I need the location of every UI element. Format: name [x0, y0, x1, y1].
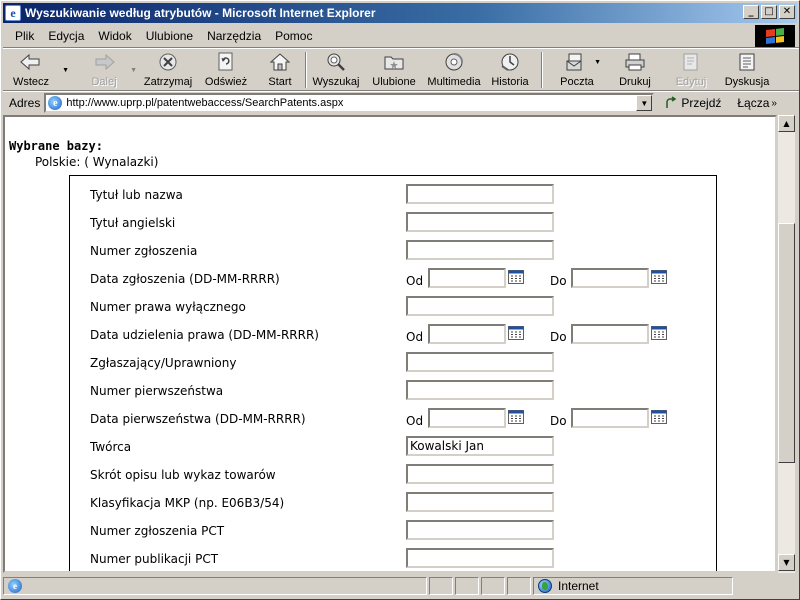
- field-label: Numer publikacji PCT: [90, 552, 219, 566]
- text-input[interactable]: [406, 352, 554, 372]
- discuss-icon: [736, 52, 758, 72]
- close-button[interactable]: ✕: [779, 5, 795, 19]
- form-row: [70, 546, 716, 573]
- to-label: Do: [550, 274, 567, 288]
- chevron-right-icon: »: [771, 97, 777, 109]
- text-input[interactable]: [406, 240, 554, 260]
- form-row: [70, 238, 716, 266]
- field-label: Data udzielenia prawa (DD-MM-RRRR): [90, 328, 319, 342]
- from-label: Od: [406, 414, 424, 428]
- standard-toolbar: [3, 49, 799, 91]
- security-zone-cell: [533, 577, 733, 595]
- form-row: [70, 378, 716, 406]
- minimize-button[interactable]: _: [743, 5, 759, 19]
- form-row: [70, 322, 716, 350]
- maximize-button[interactable]: □: [761, 5, 777, 19]
- field-label: Skrót opisu lub wykaz towarów: [90, 468, 276, 482]
- text-input[interactable]: [406, 212, 554, 232]
- forward-dropdown-icon[interactable]: ▼: [130, 67, 137, 74]
- form-row: [70, 294, 716, 322]
- back-label: Wstecz: [12, 76, 50, 88]
- window-title: Wyszukiwanie według atrybutów - Microsoft Internet Explorer: [25, 6, 376, 20]
- date-to-input[interactable]: [571, 268, 649, 288]
- text-input[interactable]: [406, 184, 554, 204]
- status-cell: [429, 577, 453, 595]
- page-icon: e: [48, 96, 62, 110]
- from-label: Od: [406, 274, 424, 288]
- selected-databases-title: Wybrane bazy:: [9, 139, 103, 153]
- calendar-icon[interactable]: [508, 326, 524, 340]
- status-cell: [481, 577, 505, 595]
- from-label: Od: [406, 330, 424, 344]
- field-label: Tytuł lub nazwa: [90, 188, 183, 202]
- forward-arrow-icon: [92, 52, 116, 72]
- search-icon: [325, 52, 347, 72]
- edit-button[interactable]: [663, 49, 719, 91]
- status-text-cell: [3, 577, 427, 595]
- media-label: Multimedia: [427, 76, 481, 88]
- title-bar: [3, 3, 797, 23]
- print-button[interactable]: [607, 49, 663, 91]
- status-cell: [455, 577, 479, 595]
- field-label: Tytuł angielski: [90, 216, 176, 230]
- go-arrow-icon: [664, 96, 678, 110]
- media-icon: [443, 52, 465, 72]
- printer-icon: [623, 52, 647, 72]
- page-content: [3, 115, 777, 573]
- form-row: [70, 266, 716, 294]
- search-label: Wyszukaj: [312, 76, 360, 88]
- calendar-icon[interactable]: [651, 326, 667, 340]
- mail-icon: [565, 52, 589, 72]
- to-label: Do: [550, 330, 567, 344]
- calendar-icon[interactable]: [651, 410, 667, 424]
- links-button[interactable]: [737, 96, 777, 110]
- print-label: Drukuj: [619, 76, 651, 88]
- field-label: Data pierwszeństwa (DD-MM-RRRR): [90, 412, 306, 426]
- home-label: Start: [268, 76, 292, 88]
- page-status-icon: e: [8, 579, 22, 593]
- calendar-icon[interactable]: [651, 270, 667, 284]
- back-button[interactable]: [3, 49, 69, 91]
- toolbar-separator: [541, 52, 543, 88]
- status-cell: [507, 577, 531, 595]
- menu-bar: [3, 25, 751, 47]
- date-to-input[interactable]: [571, 408, 649, 428]
- menu-edit[interactable]: Edycja: [48, 29, 85, 43]
- menu-help[interactable]: Pomoc: [275, 29, 313, 43]
- text-input[interactable]: [406, 464, 554, 484]
- favorites-folder-icon: [383, 52, 405, 72]
- menu-tools[interactable]: Narzędzia: [207, 29, 262, 43]
- text-input[interactable]: [406, 380, 554, 400]
- address-input[interactable]: [44, 93, 654, 113]
- date-to-input[interactable]: [571, 324, 649, 344]
- stop-label: Zatrzymaj: [143, 76, 193, 88]
- form-row: [70, 462, 716, 490]
- form-row: [70, 490, 716, 518]
- scroll-down-button[interactable]: ▼: [778, 554, 795, 571]
- form-row: [70, 210, 716, 238]
- date-from-input[interactable]: [428, 324, 506, 344]
- forward-label: Dalej: [91, 76, 117, 88]
- refresh-button[interactable]: [197, 49, 255, 91]
- back-arrow-icon: [19, 52, 43, 72]
- date-from-input[interactable]: [428, 268, 506, 288]
- back-dropdown-icon[interactable]: ▼: [62, 67, 69, 74]
- address-label: Adres: [9, 96, 41, 110]
- mail-button[interactable]: [547, 49, 607, 91]
- discuss-button[interactable]: [719, 49, 775, 91]
- forward-button[interactable]: [69, 49, 139, 91]
- calendar-icon[interactable]: [508, 410, 524, 424]
- menu-view[interactable]: Widok: [98, 29, 132, 43]
- field-label: Numer zgłoszenia: [90, 244, 198, 258]
- mail-dropdown-icon[interactable]: ▼: [594, 59, 601, 66]
- history-button[interactable]: [485, 49, 535, 91]
- field-label: Zgłaszający/Uprawniony: [90, 356, 237, 370]
- field-label: Data zgłoszenia (DD-MM-RRRR): [90, 272, 280, 286]
- home-icon: [269, 52, 291, 72]
- search-button[interactable]: [307, 49, 365, 91]
- discuss-label: Dyskusja: [724, 76, 770, 88]
- date-from-input[interactable]: [428, 408, 506, 428]
- scroll-thumb[interactable]: [778, 223, 795, 463]
- search-form: [69, 175, 717, 573]
- form-row: [70, 518, 716, 546]
- field-label: Numer zgłoszenia PCT: [90, 524, 225, 538]
- text-input[interactable]: [406, 520, 554, 540]
- stop-button[interactable]: [139, 49, 197, 91]
- scroll-up-button[interactable]: ▲: [778, 115, 795, 132]
- mail-label: Poczta: [560, 76, 594, 88]
- edit-icon: [680, 52, 702, 72]
- calendar-icon[interactable]: [508, 270, 524, 284]
- ie-app-icon: e: [5, 5, 21, 21]
- vertical-scrollbar[interactable]: [777, 115, 795, 573]
- history-label: Historia: [491, 76, 529, 88]
- edit-label: Edytuj: [675, 76, 707, 88]
- home-button[interactable]: [255, 49, 305, 91]
- address-dropdown-icon[interactable]: ▼: [636, 95, 652, 111]
- form-row: [70, 406, 716, 434]
- media-button[interactable]: [423, 49, 485, 91]
- go-label: Przejdź: [681, 96, 722, 110]
- zone-label: Internet: [558, 579, 599, 593]
- text-input[interactable]: [406, 548, 554, 568]
- field-label: Twórca: [90, 440, 132, 454]
- favorites-label: Ulubione: [372, 76, 416, 88]
- status-bar: [3, 575, 799, 597]
- text-input[interactable]: [406, 492, 554, 512]
- stop-icon: [158, 52, 178, 72]
- menu-favorites[interactable]: Ulubione: [145, 29, 194, 43]
- field-label: Numer pierwszeństwa: [90, 384, 224, 398]
- refresh-label: Odśwież: [204, 76, 248, 88]
- form-row: [70, 350, 716, 378]
- text-input[interactable]: [406, 296, 554, 316]
- go-button[interactable]: [664, 96, 721, 110]
- links-label: Łącza: [737, 96, 770, 110]
- to-label: Do: [550, 414, 567, 428]
- refresh-icon: [217, 52, 235, 72]
- address-bar: [3, 92, 799, 114]
- text-input[interactable]: Kowalski Jan: [406, 436, 554, 456]
- form-row: [70, 434, 716, 462]
- field-label: Numer prawa wyłącznego: [90, 300, 246, 314]
- history-icon: [499, 52, 521, 72]
- form-row: [70, 182, 716, 210]
- favorites-button[interactable]: [365, 49, 423, 91]
- windows-logo-icon: [755, 25, 795, 47]
- field-label: Klasyfikacja MKP (np. E06B3/54): [90, 496, 285, 510]
- address-url: http://www.uprp.pl/patentwebaccess/SearchPatents.aspx: [66, 97, 344, 109]
- selected-database: Polskie: ( Wynalazki): [35, 155, 159, 169]
- internet-globe-icon: [538, 579, 552, 593]
- menu-file[interactable]: Plik: [15, 29, 35, 43]
